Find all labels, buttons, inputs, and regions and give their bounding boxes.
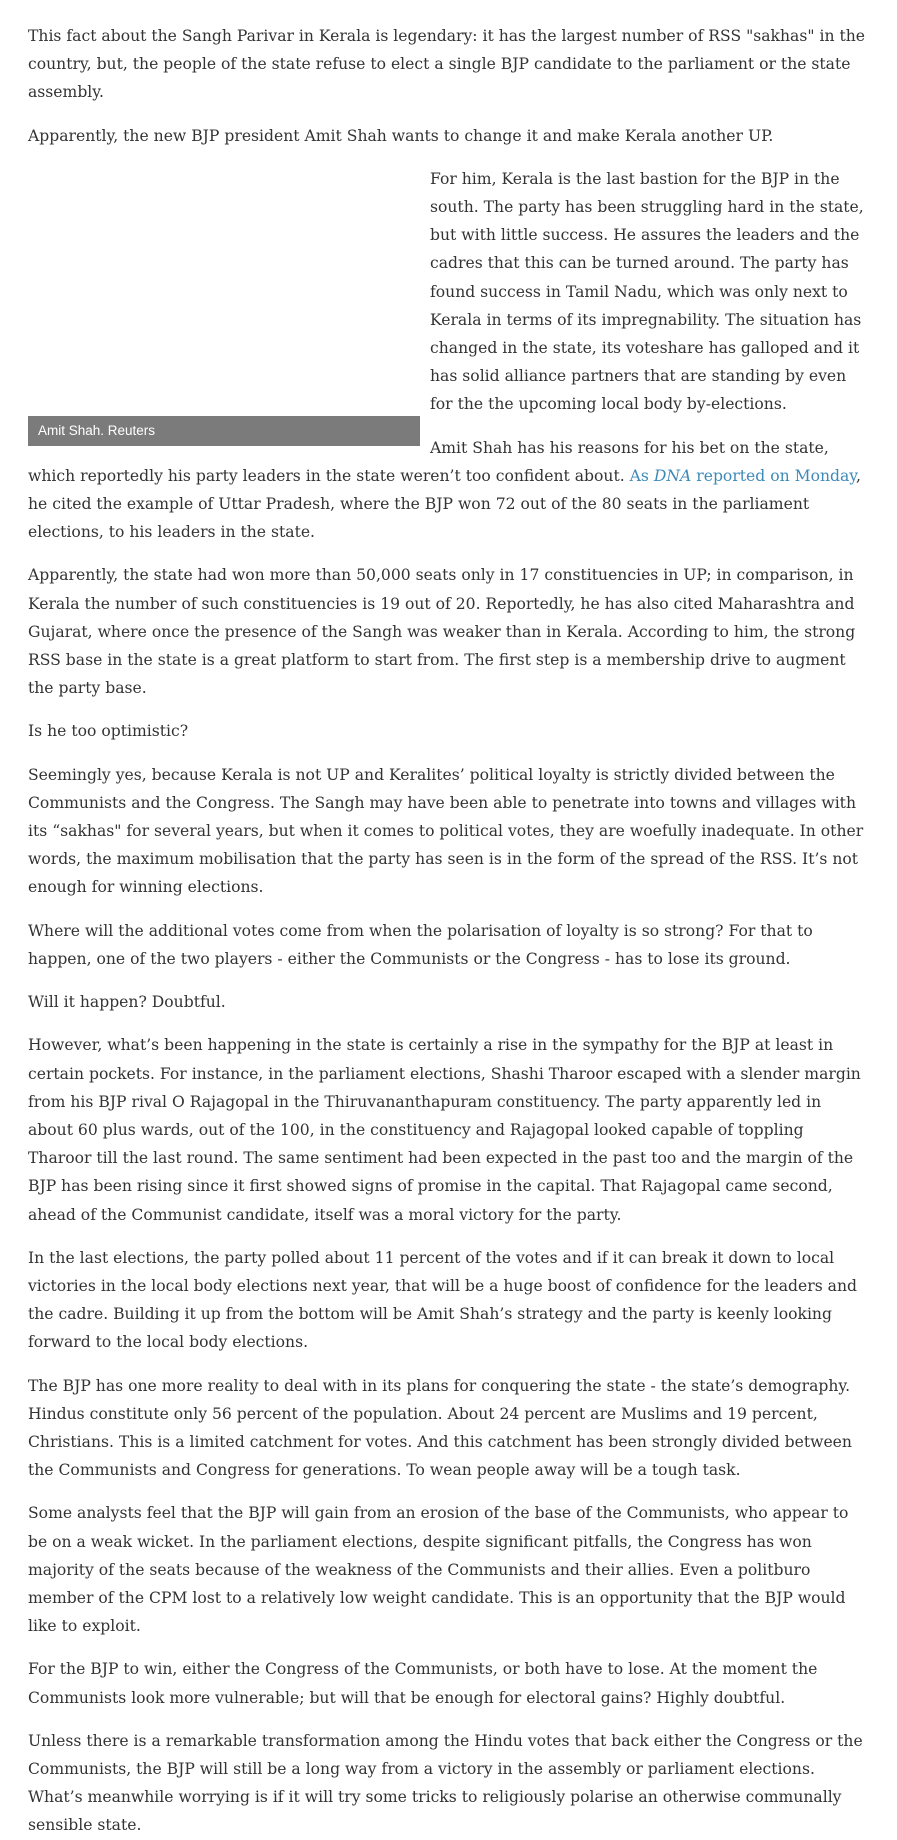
paragraph: However, what’s been happening in the state is certainly a rise in the sympathy for the BJP at least in certain pockets. For instance, in the parliament elections, Shashi Tharoor escaped with a slender margin from his BJP rival O Rajagopal in the Thiruvananthapuram constituency. The party apparently led in about 60 plus wards, out of the 100, in the constituency and Rajagopal looked capable of toppling Tharoor till the last round. The same sentiment had been expected in the past too and the margin of the BJP has been rising since it first showed signs of promise in the capital. That Rajagopal came second, ahead of the Communist candidate, itself was a moral victory for the party.: [28, 1036, 861, 1224]
dna-report-link[interactable]: [630, 467, 856, 485]
paragraph: Apparently, the state had won more than 50,000 seats only in 17 constituencies in UP; in comparison, in Kerala the number of such constituencies is 19 out of 20. Reportedly, he has also cited Maharashtra and Gujarat, where once the presence of the Sangh was weaker than in Kerala. According to him, the strong RSS base in the state is a great platform to start from. The first step is a membership drive to augment the party base.: [28, 566, 856, 698]
paragraph: Is he too optimistic?: [28, 722, 189, 741]
link-text: As: [629, 466, 654, 485]
paragraph: Apparently, the new BJP president Amit Shah wants to change it and make Kerala another UP.: [28, 126, 774, 145]
paragraph: [28, 434, 869, 547]
paragraph: In the last elections, the party polled about 11 percent of the votes and if it can break it down to local victories in the local body elections next year, that will be a huge boost of confidence for the leaders and the cadre. Building it up from the bottom will be Amit Shah’s strategy and the party is keenly looking forward to the local body elections.: [28, 1248, 857, 1352]
paragraph: This fact about the Sangh Parivar in Kerala is legendary: it has the largest number of RSS "sakhas" in the country, but, the people of the state refuse to elect a single BJP candidate to the parliament or the state assembly.: [28, 27, 865, 102]
paragraph-text: Amit Shah has his reasons for his bet on the state, which reportedly his party leaders in the state weren’t too confident about.: [28, 438, 829, 485]
figure-caption: Amit Shah. Reuters: [28, 416, 420, 446]
paragraph: Some analysts feel that the BJP will gain from an erosion of the base of the Communists, who appear to be on a weak wicket. In the parliament elections, despite significant pitfalls, the Congress has won majority of the seats because of the weakness of the Communists and their allies. Even a politburo member of the CPM lost to a relatively low weight candidate. This is an opportunity that the BJP would like to exploit.: [28, 1504, 849, 1636]
paragraph: Unless there is a remarkable transformation among the Hindu votes that back either the Congress or the Communists, the BJP will still be a long way from a victory in the assembly or parliament elections. What’s meanwhile worrying is if it will try some tricks to religiously polarise an otherwise communally sensible state.: [28, 1731, 863, 1835]
article-photo: [28, 165, 420, 407]
paragraph: Seemingly yes, because Kerala is not UP and Keralites’ political loyalty is strictly divided between the Communists and the Congress. The Sangh may have been able to penetrate into towns and villages with its “sakhas" for several years, but when it comes to political votes, they are woefully inadequate. In other words, the maximum mobilisation that the party has seen is in the form of the spread of the RSS. It’s not enough for winning elections.: [28, 765, 864, 897]
paragraph: Will it happen? Doubtful.: [28, 993, 226, 1012]
link-text: reported on Monday: [691, 466, 857, 485]
paragraph-text: , he cited the example of Uttar Pradesh, where the BJP won 72 out of the 80 seats in the parliament elections, to his leaders in the state.: [28, 466, 861, 542]
paragraph: The BJP has one more reality to deal with in its plans for conquering the state - the state’s demography. Hindus constitute only 56 percent of the population. About 24 percent are Muslims and 19 percent, Christians. This is a limited catchment for votes. And this catchment has been strongly divided between the Communists and Congress for generations. To wean people away will be a tough task.: [28, 1376, 852, 1480]
paragraph: For the BJP to win, either the Congress of the Communists, or both have to lose. At the moment the Communists look more vulnerable; but will that be enough for electoral gains? Highly doubtful.: [28, 1660, 818, 1707]
link-text-italic: DNA: [653, 466, 692, 485]
paragraph: Where will the additional votes come from when the polarisation of loyalty is so strong? For that to happen, one of the two players - either the Communists or the Congress - has to lose its ground.: [28, 921, 813, 968]
article-figure: [28, 165, 420, 450]
paragraph: For him, Kerala is the last bastion for the BJP in the south. The party has been struggling hard in the state, but with little success. He assures the leaders and the cadres that this can be turned around. The party has found success in Tamil Nadu, which was only next to Kerala in terms of its impregnability. The situation has changed in the state, its voteshare has galloped and it has solid alliance partners that are standing by even for the the upcoming local body by-elections.: [430, 169, 864, 414]
